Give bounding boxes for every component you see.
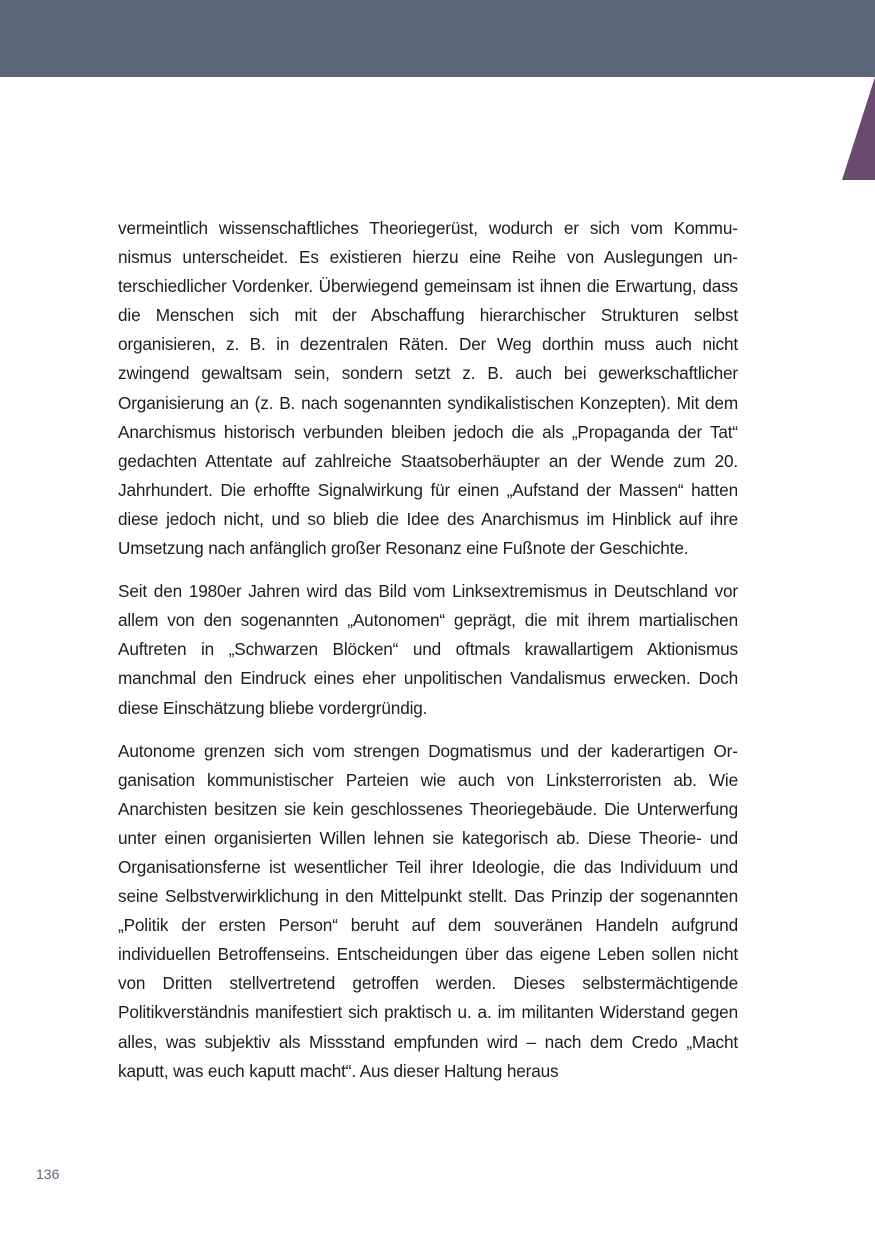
paragraph-2: Seit den 1980er Jahren wird das Bild vom Linksextremismus in Deutschland vor allem von den sogenannten „Autonomen“ geprägt, die mit ihrem martialischen Auftreten in „Schwarzen Blöcken“ und oftmals krawallartigem Aktionismus manchmal den Eindruck eines eher unpolitischen Vandalismus erwecken. Doch diese Einschätzung bliebe vordergründig.	[118, 581, 738, 718]
paragraph-1: vermeintlich wissenschaftliches Theoriegerüst, wodurch er sich vom Kommunismus unterscheidet. Es existieren hierzu eine Reihe von Auslegungen unterschiedlicher Vordenker. Überwiegend gemeinsam ist ihnen die Erwartung, dass die Menschen sich mit der Abschaffung hierarchischer Strukturen selbst organisieren, z. B. in dezentralen Räten. Der Weg dorthin muss auch nicht zwingend gewaltsam sein, sondern setzt z. B. auch bei gewerkschaftlicher Organisierung an (z. B. nach sogenannten syndikalistischen Konzepten). Mit dem Anarchismus historisch verbunden bleiben jedoch die als „Propaganda der Tat“ gedachten Attentate auf zahlreiche Staatsoberhäupter an der Wende zum 20. Jahrhundert. Die erhoffte Signalwirkung für einen „Aufstand der Massen“ hatten diese jedoch nicht, und so blieb die Idee des Anarchismus im Hinblick auf ihre Umsetzung nach anfänglich großer Resonanz eine Fußnote der Geschichte.	[118, 218, 738, 559]
header-band	[0, 0, 875, 77]
corner-accent-triangle	[842, 77, 875, 180]
accent-triangle-shape	[842, 77, 875, 180]
page-number: 136	[36, 1166, 60, 1182]
body-text	[118, 214, 738, 1100]
paragraph-3: Autonome grenzen sich vom strengen Dogmatismus und der kaderartigen Organisation kommunistischer Parteien wie auch von Linksterroristen ab. Wie Anarchisten besitzen sie kein geschlossenes Theoriegebäude. Die Unterwerfung unter einen organisierten Willen lehnen sie kategorisch ab. Diese Theorie- und Organisationsferne ist wesentlicher Teil ihrer Ideologie, die das Individuum und seine Selbstverwirklichung in den Mittelpunkt stellt. Das Prinzip der sogenannten „Politik der ersten Person“ beruht auf dem souveränen Handeln aufgrund individuellen Betroffenseins. Entscheidungen über das eigene Leben sollen nicht von Dritten stellvertretend getroffen werden. Dieses selbstermächtigende Politikverständnis manifestiert sich praktisch u. a. im militanten Widerstand gegen alles, was subjektiv als Missstand empfunden wird – nach dem Credo „Macht kaputt, was euch kaputt macht“. Aus dieser Haltung heraus	[118, 740, 738, 1081]
